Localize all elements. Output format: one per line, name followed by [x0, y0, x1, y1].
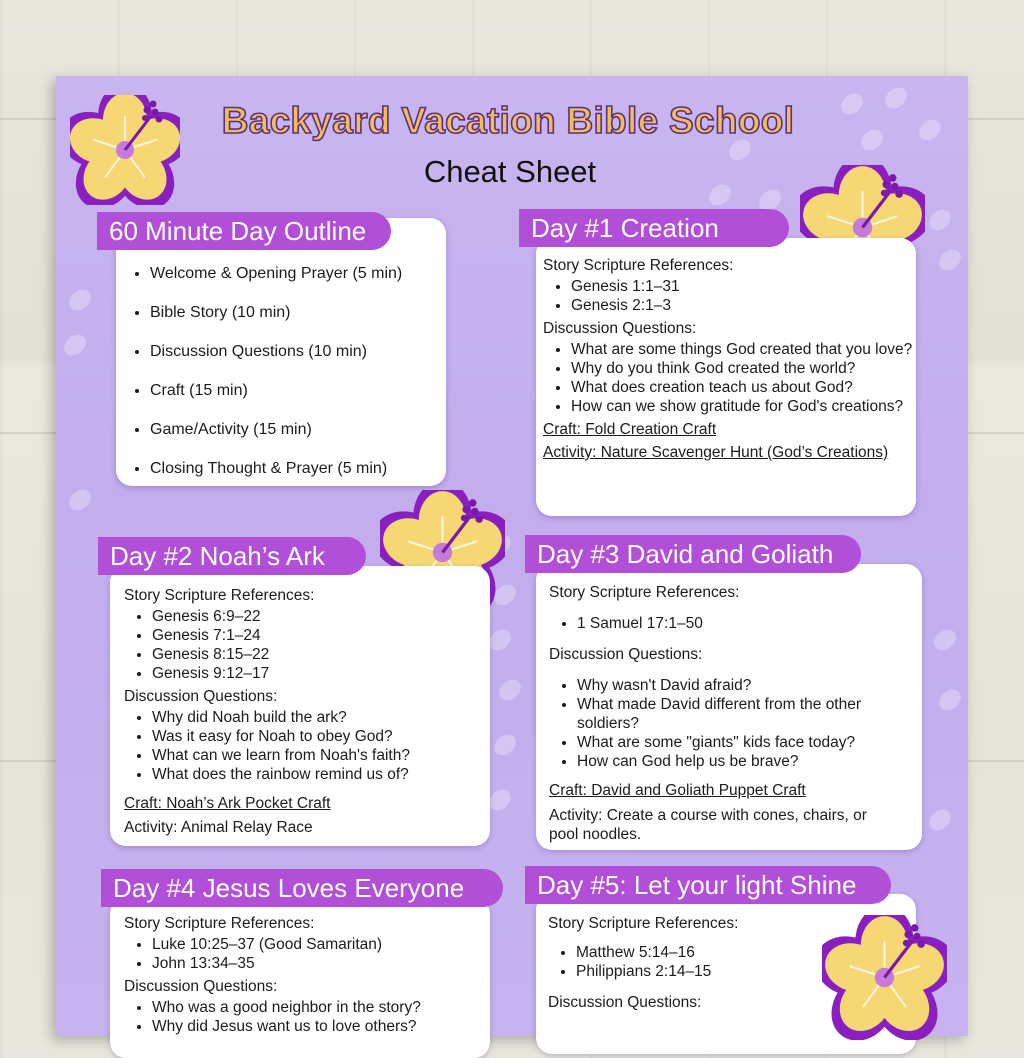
- outline-list: [118, 264, 438, 498]
- questions-label: Discussion Questions:: [124, 688, 278, 705]
- questions-list: [124, 998, 484, 1036]
- page-subtitle: Cheat Sheet: [423, 154, 597, 189]
- scripture-item: • Matthew 5:14–16: [576, 943, 828, 962]
- craft-link[interactable]: Craft: David and Goliath Puppet Craft: [549, 782, 806, 799]
- scripture-label: Story Scripture References:: [549, 584, 740, 601]
- craft-link[interactable]: Craft: Noah’s Ark Pocket Craft: [124, 795, 331, 812]
- question-item: • Who was a good neighbor in the story?: [152, 998, 484, 1017]
- hibiscus-flower-icon: [822, 915, 947, 1040]
- questions-list: [124, 708, 484, 784]
- questions-label: Discussion Questions:: [549, 646, 703, 663]
- day3-body: [549, 583, 909, 844]
- scripture-label: Story Scripture References:: [124, 915, 315, 932]
- scripture-item: • Philippians 2:14–15: [576, 962, 828, 981]
- scripture-item: • Genesis 7:1–24: [152, 626, 484, 645]
- activity-text: Activity: Animal Relay Race: [124, 819, 313, 836]
- day3-heading: Day #3 David and Goliath: [525, 535, 861, 573]
- scripture-list: [543, 277, 913, 315]
- outline-item: • Craft (15 min): [150, 381, 438, 420]
- scripture-item: • John 13:34–35: [152, 954, 484, 973]
- outline-item: • Discussion Questions (10 min): [150, 342, 438, 381]
- outline-heading: 60 Minute Day Outline: [97, 212, 391, 250]
- day5-heading: Day #5: Let your light Shine: [525, 866, 891, 904]
- outline-item: • Game/Activity (15 min): [150, 420, 438, 459]
- scripture-item: • Genesis 8:15–22: [152, 645, 484, 664]
- question-item: • Why do you think God created the world?: [571, 359, 913, 378]
- outline-item: • Closing Thought & Prayer (5 min): [150, 459, 438, 498]
- outline-item: • Bible Story (10 min): [150, 303, 438, 342]
- questions-list: [543, 340, 913, 416]
- question-item: • Was it easy for Noah to obey God?: [152, 727, 484, 746]
- day4-body: [124, 914, 484, 1040]
- question-item: • How can God help us be brave?: [577, 752, 909, 771]
- scripture-item: • Genesis 2:1–3: [571, 296, 913, 315]
- question-item: • Why did Noah build the ark?: [152, 708, 484, 727]
- day2-heading: Day #2 Noah’s Ark: [98, 537, 366, 575]
- scripture-label: Story Scripture References:: [543, 257, 734, 274]
- scripture-item: • 1 Samuel 17:1–50: [577, 614, 909, 633]
- scripture-list: [549, 614, 909, 633]
- questions-label: Discussion Questions:: [543, 320, 697, 337]
- day5-body: [548, 914, 828, 1012]
- question-item: • What does creation teach us about God?: [571, 378, 913, 397]
- page-title: Backyard Vacation Bible School: [221, 100, 795, 141]
- question-item: • How can we show gratitude for God's creations?: [571, 397, 913, 416]
- question-item: • Why did Jesus want us to love others?: [152, 1017, 484, 1036]
- craft-link[interactable]: Craft: Fold Creation Craft: [543, 421, 717, 438]
- scripture-item: • Luke 10:25–37 (Good Samaritan): [152, 935, 484, 954]
- question-item: • What made David different from the other soldiers?: [577, 695, 909, 733]
- scripture-list: [124, 935, 484, 973]
- day1-body: [543, 256, 913, 462]
- question-item: • What can we learn from Noah's faith?: [152, 746, 484, 765]
- scripture-item: • Genesis 1:1–31: [571, 277, 913, 296]
- question-item: • What are some "giants" kids face today?: [577, 733, 909, 752]
- activity-text: Activity: Create a course with cones, chairs, or pool noodles.: [549, 807, 867, 843]
- day2-body: [124, 586, 484, 837]
- outline-body: [118, 264, 438, 498]
- scripture-item: • Genesis 9:12–17: [152, 664, 484, 683]
- outline-item: • Welcome & Opening Prayer (5 min): [150, 264, 438, 303]
- question-item: • What are some things God created that you love?: [571, 340, 913, 359]
- scripture-label: Story Scripture References:: [124, 587, 315, 604]
- scripture-label: Story Scripture References:: [548, 915, 739, 932]
- day4-heading: Day #4 Jesus Loves Everyone: [101, 869, 503, 907]
- questions-label: Discussion Questions:: [124, 978, 278, 995]
- questions-list: [549, 676, 909, 771]
- scripture-list: [548, 943, 828, 981]
- question-item: • What does the rainbow remind us of?: [152, 765, 484, 784]
- scripture-item: • Genesis 6:9–22: [152, 607, 484, 626]
- activity-link[interactable]: Activity: Nature Scavenger Hunt (God’s Creations): [543, 444, 889, 461]
- hibiscus-flower-icon: [70, 95, 180, 205]
- questions-label: Discussion Questions:: [548, 994, 702, 1011]
- scripture-list: [124, 607, 484, 683]
- question-item: • Why wasn't David afraid?: [577, 676, 909, 695]
- day1-heading: Day #1 Creation: [519, 209, 789, 247]
